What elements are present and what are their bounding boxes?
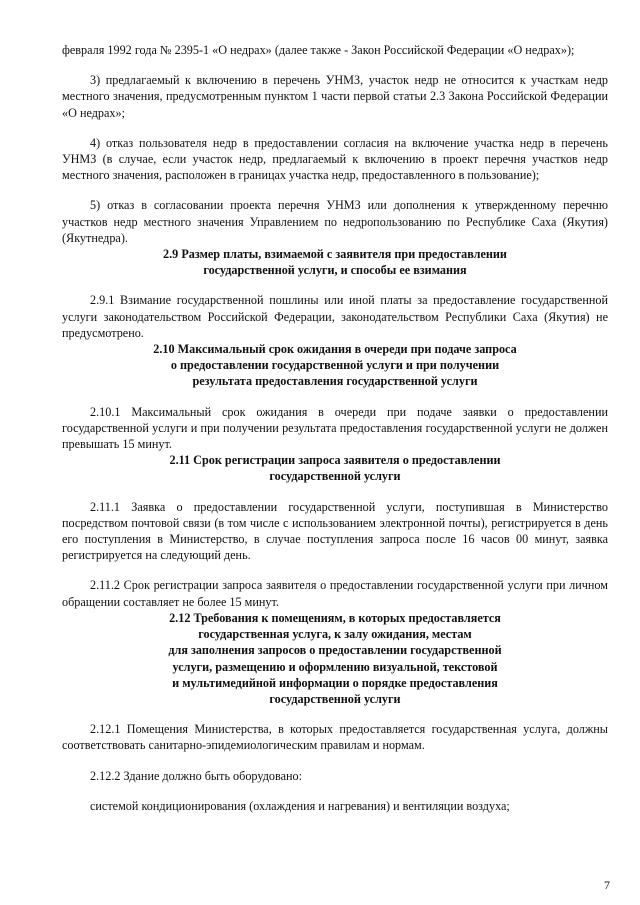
heading-line: и мультимедийной информации о порядке предоставления [172, 675, 498, 690]
heading-line: для заполнения запросов о предоставлении государственной [168, 643, 502, 658]
paragraph-item-3: 3) предлагаемый к включению в перечень УНМЗ, участок недр не относится к участкам недр местного значения, предусмотренным пунктом 1 части первой статьи 2.3 Закона Российской Федерации «О недрах»; [62, 73, 608, 120]
paragraph-2-11-2: 2.11.2 Срок регистрации запроса заявителя о предоставлении государственной услуги при личном обращении составляет не более 15 минут. [62, 578, 608, 609]
paragraph-2-11-1: 2.11.1 Заявка о предоставлении государственной услуги, поступившая в Министерство посредством почтовой связи (в том числе с использованием электронной почты), регистрируется в день его поступления в Министерство, в случае поступления запроса после 16 часов 00 минут, заявка регистрируется на следующий день. [62, 499, 608, 563]
heading-line: государственной услуги [269, 469, 401, 484]
paragraph-item-5: 5) отказ в согласовании проекта перечня УНМЗ или дополнения к утвержденному перечню участков недр местного значения Управлением по недропользованию по Республике Саха (Якутия) (Якутнедра). [62, 198, 608, 245]
page-number: 7 [604, 878, 610, 892]
heading-line: государственная услуга, к залу ожидания, местам [198, 627, 472, 642]
heading-line: результата предоставления государственной услуги [192, 374, 478, 389]
heading-line: 2.12 Требования к помещениям, в которых предоставляется [169, 610, 501, 625]
heading-line: о предоставлении государственной услуги и при получении [170, 358, 500, 373]
section-heading-2-11 [62, 452, 608, 484]
paragraph-ventilation: системой кондиционирования (охлаждения и нагревания) и вентиляции воздуха; [90, 798, 510, 813]
section-heading-2-9 [62, 246, 608, 278]
heading-line: 2.11 Срок регистрации запроса заявителя о предоставлении [169, 453, 501, 468]
section-heading-2-12 [62, 610, 608, 707]
document-body [62, 42, 608, 814]
paragraph-2-12-2: 2.12.2 Здание должно быть оборудовано: [90, 768, 302, 783]
heading-line: 2.9 Размер платы, взимаемой с заявителя при предоставлении [163, 247, 507, 262]
heading-line: государственной услуги, и способы ее взимания [203, 263, 467, 278]
paragraph-item-4: 4) отказ пользователя недр в предоставлении согласия на включение участка недр в перечень УНМЗ (в случае, если участок недр, предлагаемый к включению в проект перечня участков недр местного значения, расположен в границах участка недр, предоставленного в пользование); [62, 135, 608, 183]
heading-line: услуги, размещению и оформлению визуальной, текстовой [172, 659, 498, 674]
paragraph-2-10-1: 2.10.1 Максимальный срок ожидания в очереди при подаче заявки о предоставлении государственной услуги и при получении результата предоставления государственной услуги не должен превышать 15 минут. [62, 404, 608, 452]
paragraph-2-9-1: 2.9.1 Взимание государственной пошлины или иной платы за предоставление государственной услуги законодательством Российской Федерации, законодательством Республики Саха (Якутия) не предусмотрено. [62, 293, 608, 340]
heading-line: 2.10 Максимальный срок ожидания в очереди при подаче запроса [153, 342, 517, 357]
heading-line: государственной услуги [269, 691, 401, 706]
section-heading-2-10 [62, 341, 608, 390]
paragraph-continuation: февраля 1992 года № 2395-1 «О недрах» (далее также - Закон Российской Федерации «О недрах»); [62, 43, 575, 57]
paragraph-2-12-1: 2.12.1 Помещения Министерства, в которых предоставляется государственная услуга, должны соответствовать санитарно-эпидемиологическим правилам и нормам. [62, 722, 608, 753]
